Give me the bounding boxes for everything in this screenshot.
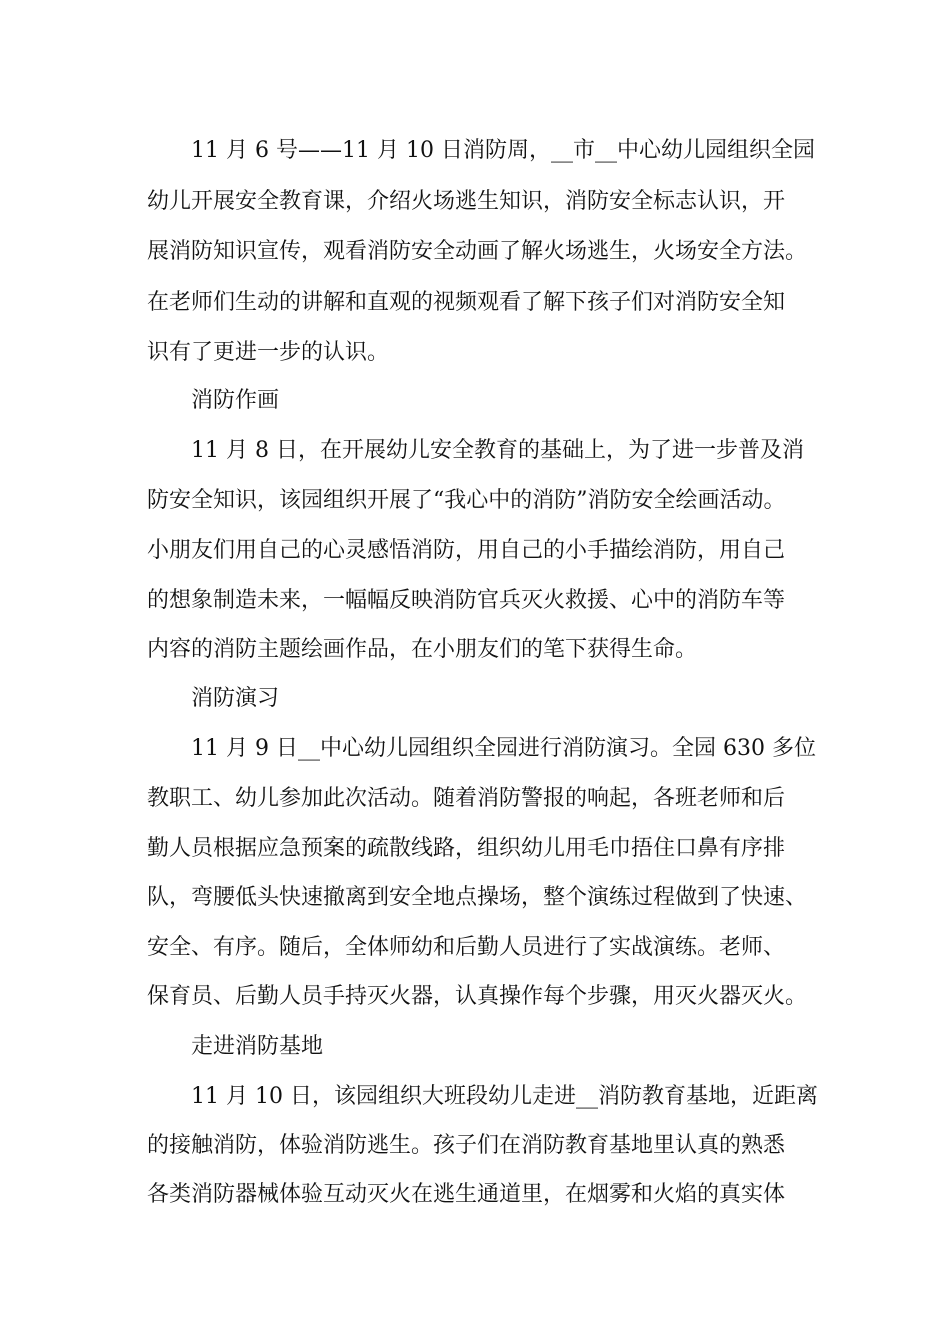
paragraph-line: 的接触消防，体验消防逃生。孩子们在消防教育基地里认真的熟悉 [147,1133,786,1158]
paragraph-line: 勤人员根据应急预案的疏散线路，组织幼儿用毛巾捂住口鼻有序排 [147,836,786,861]
paragraph-line: 在老师们生动的讲解和直观的视频观看了解下孩子们对消防安全知 [147,290,786,315]
paragraph-line: 幼儿开展安全教育课，介绍火场逃生知识，消防安全标志认识，开 [147,189,786,214]
paragraph-line: 展消防知识宣传，观看消防安全动画了解火场逃生，火场安全方法。 [147,239,808,264]
paragraph-line: 识有了更进一步的认识。 [147,340,390,365]
paragraph-line: 11 月 8 日，在开展幼儿安全教育的基础上，为了进一步普及消 [191,438,804,463]
paragraph-line: 安全、有序。随后，全体师幼和后勤人员进行了实战演练。老师、 [147,935,786,960]
paragraph-line: 保育员、后勤人员手持灭火器，认真操作每个步骤，用灭火器灭火。 [147,984,808,1009]
paragraph-line: 教职工、幼儿参加此次活动。随着消防警报的响起，各班老师和后 [147,786,786,811]
paragraph-line: 的想象制造未来，一幅幅反映消防官兵灭火救援、心中的消防车等 [147,588,786,613]
paragraph-line: 内容的消防主题绘画作品，在小朋友们的笔下获得生命。 [147,637,698,662]
paragraph-line: 11 月 9 日__中心幼儿园组织全园进行消防演习。全园 630 多位 [191,736,816,761]
paragraph-line: 队，弯腰低头快速撤离到安全地点操场，整个演练过程做到了快速、 [147,885,808,910]
section-heading: 消防作画 [191,388,280,413]
paragraph-line: 11 月 10 日，该园组织大班段幼儿走进__消防教育基地，近距离 [191,1084,818,1109]
paragraph-line: 小朋友们用自己的心灵感悟消防，用自己的小手描绘消防，用自己 [147,538,786,563]
section-heading: 消防演习 [191,686,280,711]
paragraph-line: 防安全知识，该园组织开展了“我心中的消防”消防安全绘画活动。 [147,488,786,513]
paragraph-line: 11 月 6 号——11 月 10 日消防周，__市__中心幼儿园组织全园 [191,138,815,163]
paragraph-line: 各类消防器械体验互动灭火在逃生通道里，在烟雾和火焰的真实体 [147,1182,786,1207]
section-heading: 走进消防基地 [191,1034,324,1059]
